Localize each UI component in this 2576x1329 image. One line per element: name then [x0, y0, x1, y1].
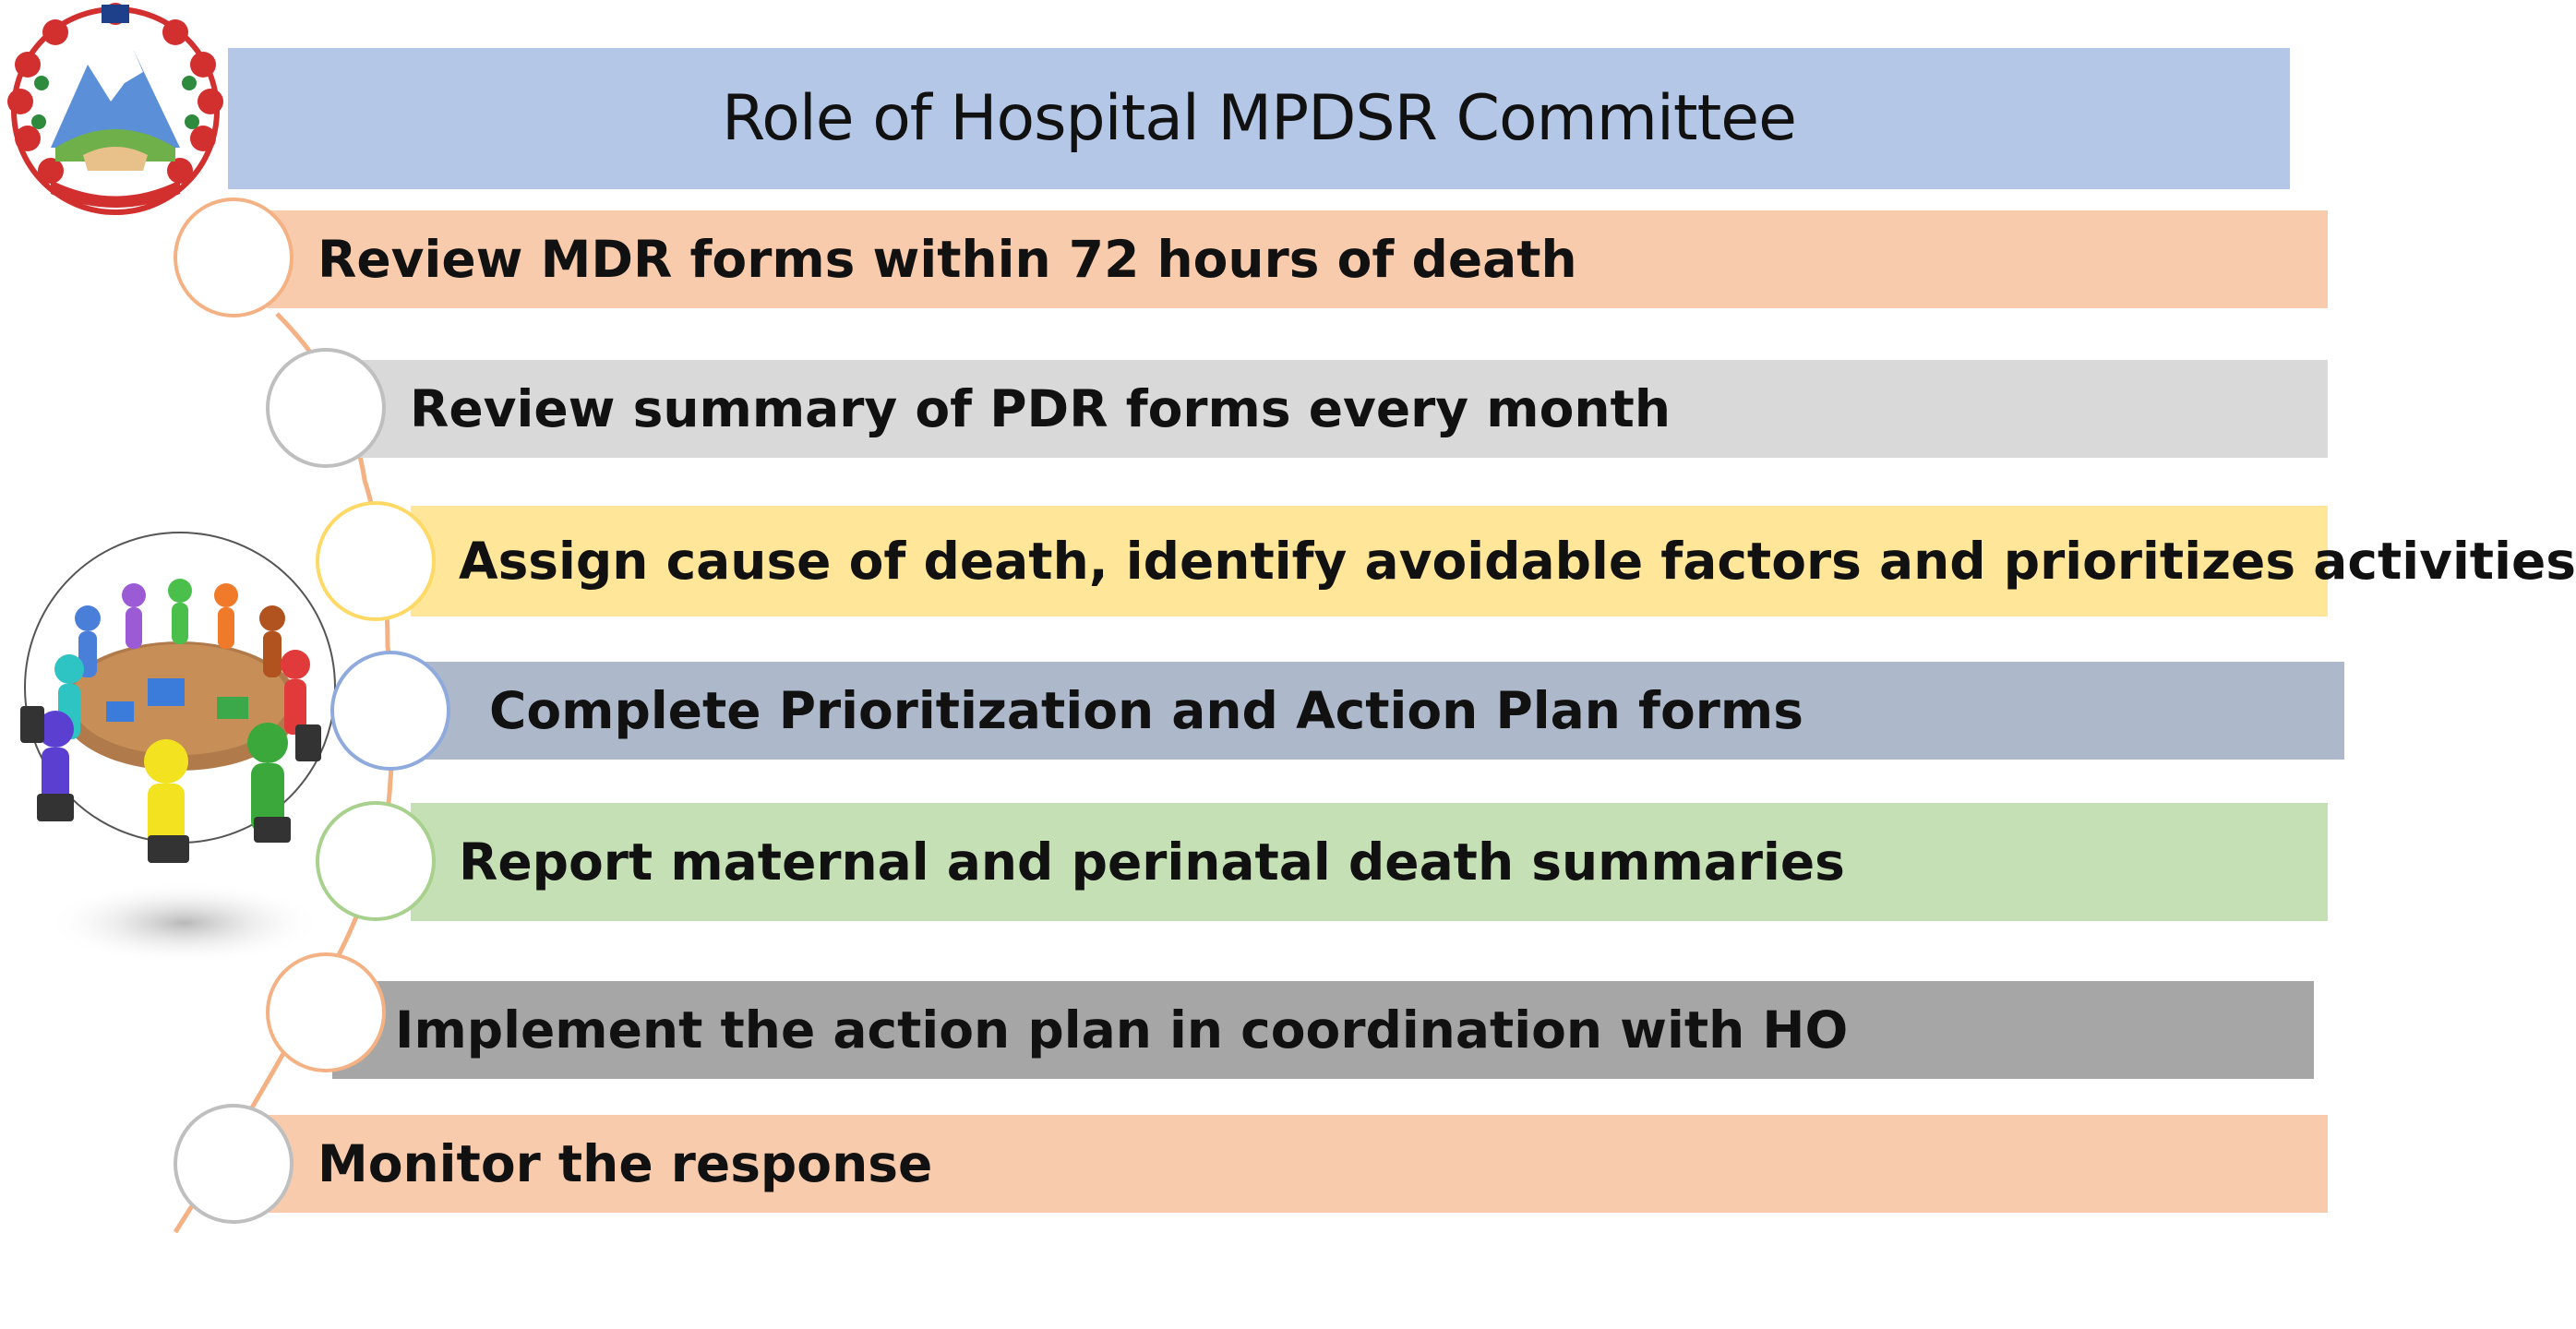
title-banner — [228, 48, 2290, 189]
step-3-text: Assign cause of death, identify avoidable factors and prioritizes activities — [459, 532, 2576, 591]
step-6-circle — [266, 952, 386, 1072]
step-5-circle — [316, 801, 436, 921]
step-1-circle — [174, 198, 294, 317]
step-7-text: Monitor the response — [318, 1134, 933, 1193]
step-5-text: Report maternal and perinatal death summaries — [459, 832, 1845, 892]
step-4-text: Complete Prioritization and Action Plan forms — [489, 681, 1803, 740]
step-6-text: Implement the action plan in coordination with HO — [395, 1000, 1849, 1060]
step-band-4 — [425, 662, 2344, 760]
step-band-5 — [411, 803, 2328, 921]
step-7-circle — [174, 1104, 294, 1224]
step-2-text: Review summary of PDR forms every month — [410, 379, 1671, 438]
nepal-emblem-icon — [0, 0, 231, 222]
round-table-meeting-icon — [18, 517, 351, 978]
step-4-circle — [330, 651, 450, 771]
step-band-6 — [332, 981, 2314, 1079]
step-band-2 — [360, 360, 2328, 458]
step-band-1 — [268, 210, 2328, 308]
step-3-circle — [316, 501, 436, 621]
step-band-7 — [268, 1115, 2328, 1213]
step-band-3 — [411, 506, 2576, 617]
slide-title: Role of Hospital MPDSR Committee — [722, 82, 1796, 155]
step-1-text: Review MDR forms within 72 hours of death — [318, 230, 1577, 289]
step-2-circle — [266, 348, 386, 468]
